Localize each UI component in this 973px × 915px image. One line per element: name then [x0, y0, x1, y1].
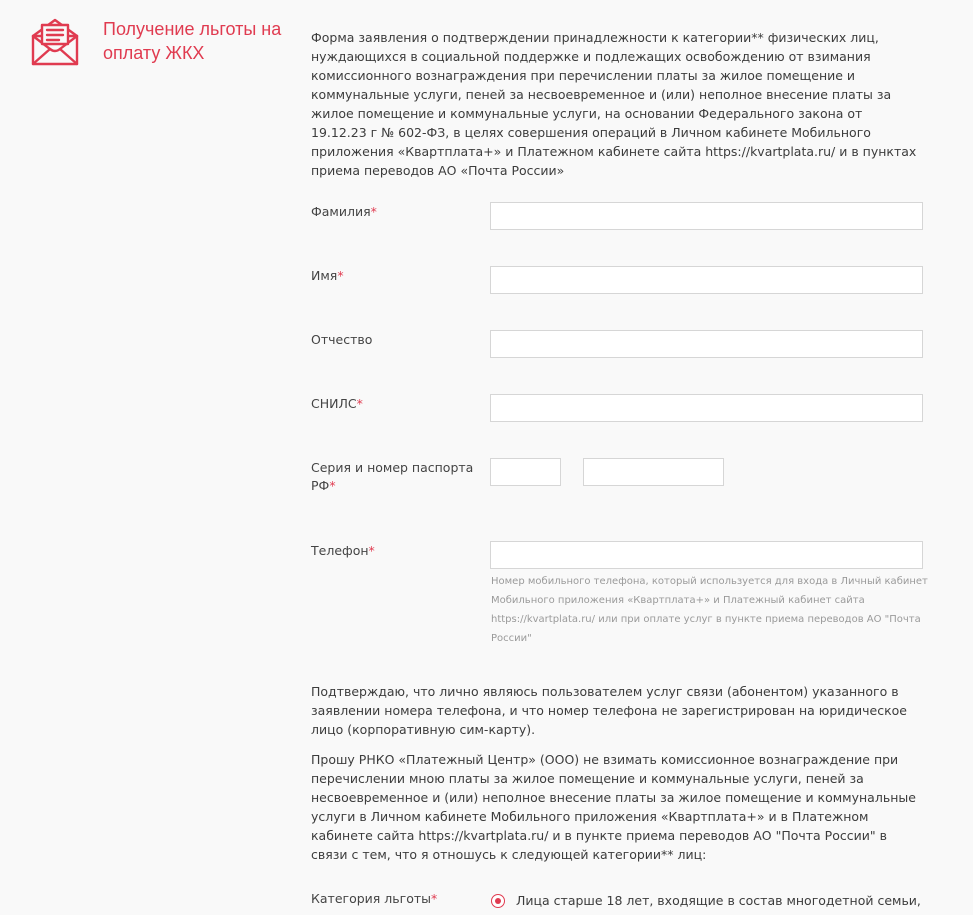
first-name-input[interactable]	[490, 266, 923, 294]
category-option-label: Лица старше 18 лет, входящие в состав многодетной семьи,	[516, 893, 921, 908]
required-mark: *	[337, 268, 344, 283]
patronymic-label: Отчество	[311, 332, 373, 347]
patronymic-input[interactable]	[490, 330, 923, 358]
snils-label: СНИЛС*	[311, 396, 363, 411]
request-text: Прошу РНКО «Платежный Центр» (ООО) не взимать комиссионное вознаграждение при перечислении мною платы за жилое помещение и коммунальные услуги, пеней за несвоевременное и (или) неполное внесение платы за жилое помещение и коммунальные услуги в Личном кабинете Мобильного приложения «Квартплата+» и в Платежном кабинете сайта https://kvartplata.ru/ и в пункте приема переводов АО "Почта России" в связи с тем, что я отношусь к следующей категории** лиц:	[311, 752, 916, 862]
required-mark: *	[356, 396, 363, 411]
phone-input[interactable]	[490, 541, 923, 569]
required-mark: *	[329, 478, 336, 493]
required-mark: *	[368, 543, 375, 558]
phone-label: Телефон*	[311, 543, 375, 558]
passport-number-input[interactable]	[583, 458, 724, 486]
envelope-letter-icon	[30, 17, 80, 67]
radio-selected-dot	[495, 898, 501, 904]
last-name-input[interactable]	[490, 202, 923, 230]
category-option-large-family[interactable]	[490, 891, 930, 915]
intro-text: Форма заявления о подтверждении принадлежности к категории** физических лиц, нуждающихся в социальной поддержке и подлежащих освобождению от взимания комиссионного вознаграждения при перечислении платы за жилое помещение и коммунальные услуги, пеней за несвоевременное и (или) неполное внесение платы за жилое помещение и коммунальные услуги, на основании Федерального закона от 19.12.23 г № 602-ФЗ, в целях совершения операций в Личном кабинете Мобильного приложения «Квартплата+» и Платежном кабинете сайта https://kvartplata.ru/ и в пунктах приема переводов АО «Почта России»	[311, 30, 917, 178]
phone-hint: Номер мобильного телефона, который используется для входа в Личный кабинет Мобильного приложения «Квартплата+» и Платежный кабинет сайта https://kvartplata.ru/ или при оплате услуг в пункте приема переводов АО "Почта России"	[491, 576, 928, 644]
passport-series-input[interactable]	[490, 458, 561, 486]
category-label: Категория льготы*	[311, 891, 438, 906]
first-name-label: Имя*	[311, 268, 344, 283]
radio-button[interactable]	[491, 894, 505, 908]
required-mark: *	[370, 204, 377, 219]
passport-label: Серия и номер паспорта РФ*	[311, 460, 474, 493]
required-mark: *	[431, 891, 438, 906]
confirm-text: Подтверждаю, что лично являюсь пользователем услуг связи (абонентом) указанного в заявлении номера телефона, и что номер телефона не зарегистрирован на юридическое лицо (корпоративную сим-карту).	[311, 684, 907, 737]
page-title: Получение льготы на оплату ЖКХ	[103, 19, 282, 63]
last-name-label: Фамилия*	[311, 204, 377, 219]
snils-input[interactable]	[490, 394, 923, 422]
